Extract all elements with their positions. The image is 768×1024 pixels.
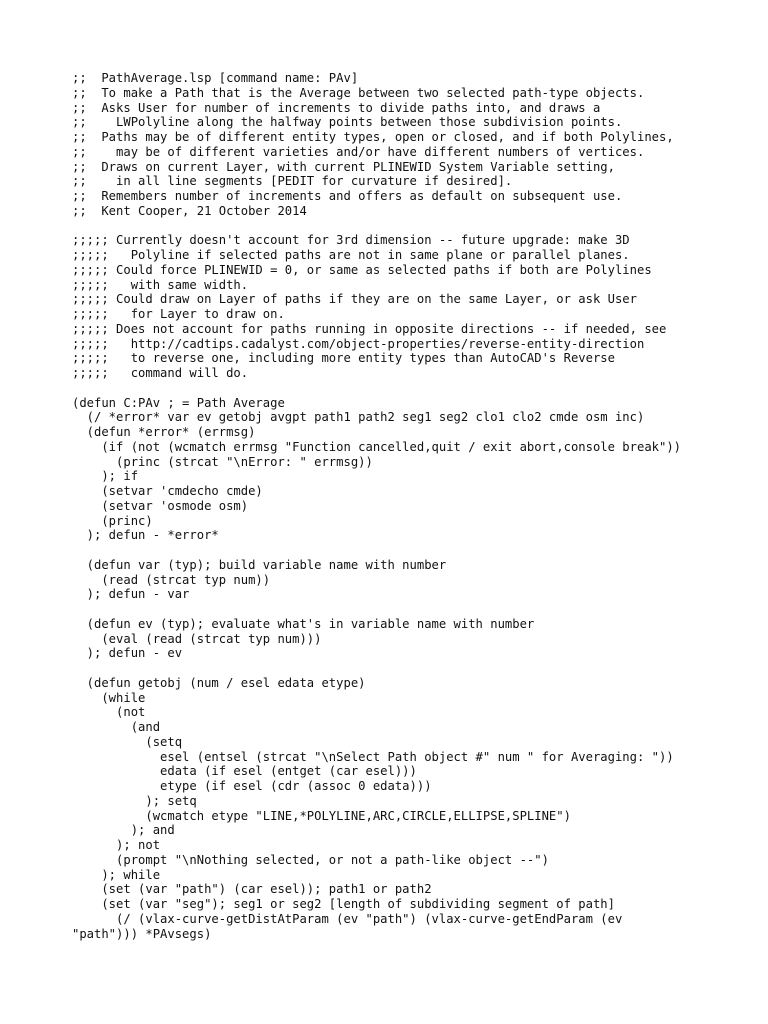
code-line: (princ) <box>72 513 153 528</box>
code-line <box>72 543 762 558</box>
code-line: ); setq <box>72 793 197 808</box>
code-line: ); defun - ev <box>72 646 183 661</box>
code-line <box>72 661 762 676</box>
code-line: ;; Kent Cooper, 21 October 2014 <box>72 203 307 218</box>
code-line: etype (if esel (cdr (assoc 0 edata))) <box>72 779 432 793</box>
code-line: ); defun - *error* <box>72 528 219 543</box>
code-line: ); and <box>72 823 175 838</box>
code-line: ); not <box>72 838 161 852</box>
code-line: edata (if esel (entget (car esel))) <box>72 764 417 779</box>
code-line: (defun C:PAv ; = Path Average <box>72 395 285 410</box>
code-line: ;;;;; command will do. <box>72 366 249 380</box>
code-line: ;; Asks User for number of increments to divide paths into, and draws a <box>72 100 601 115</box>
code-line <box>72 381 762 396</box>
code-line: ;;;;; with same width. <box>72 277 249 292</box>
code-line: (setvar 'cmdecho cmde) <box>72 484 263 498</box>
code-line: (princ (strcat "\nError: " errmsg)) <box>72 454 373 469</box>
code-line: ;;;;; Currently doesn't account for 3rd dimension -- future upgrade: make 3D <box>72 233 630 248</box>
code-line: (set (var "seg"); seg1 or seg2 [length of subdividing segment of path] <box>72 897 615 911</box>
code-line: (prompt "\nNothing selected, or not a path-like object --") <box>72 852 549 867</box>
code-line: (defun var (typ); build variable name with number <box>72 557 447 572</box>
code-line: ;; To make a Path that is the Average between two selected path-type objects. <box>72 85 645 100</box>
code-line: (/ (vlax-curve-getDistAtParam (ev "path") (vlax-curve-getEndParam (ev <box>72 911 623 926</box>
code-line: (defun *error* (errmsg) <box>72 425 256 439</box>
code-line: ;; Paths may be of different entity types, open or closed, and if both Polylines, <box>72 130 674 144</box>
code-line: "path"))) *PAvsegs) <box>72 926 212 941</box>
code-line: ;;;;; Could draw on Layer of paths if they are on the same Layer, or ask User <box>72 292 637 307</box>
code-line: ;;;;; for Layer to draw on. <box>72 307 285 321</box>
code-line: ;; PathAverage.lsp [command name: PAv] <box>72 71 359 85</box>
code-line: ;; Draws on current Layer, with current PLINEWID System Variable setting, <box>72 159 615 174</box>
code-line: ;; in all line segments [PEDIT for curvature if desired]. <box>72 174 513 189</box>
code-line: (while <box>72 690 146 705</box>
code-line: (defun ev (typ); evaluate what's in variable name with number <box>72 616 535 631</box>
code-line: ;;;;; Does not account for paths running in opposite directions -- if needed, see <box>72 321 667 336</box>
code-line: (setvar 'osmode osm) <box>72 498 249 513</box>
code-line: ;; LWPolyline along the halfway points between those subdivision points. <box>72 115 623 130</box>
code-line: ;; may be of different varieties and/or have different numbers of vertices. <box>72 144 645 159</box>
code-line: ;;;;; Could force PLINEWID = 0, or same as selected paths if both are Polylines <box>72 262 652 277</box>
code-line: (and <box>72 720 161 734</box>
code-line: ); defun - var <box>72 587 190 602</box>
code-line: (wcmatch etype "LINE,*POLYLINE,ARC,CIRCLE,ELLIPSE,SPLINE") <box>72 808 571 823</box>
code-line: (read (strcat typ num)) <box>72 572 271 587</box>
code-line: ;;;;; Polyline if selected paths are not in same plane or parallel planes. <box>72 248 630 262</box>
code-line: (defun getobj (num / esel edata etype) <box>72 675 366 690</box>
code-listing <box>72 71 762 941</box>
code-line <box>72 219 762 234</box>
code-line: ); while <box>72 867 161 882</box>
code-line: ;;;;; http://cadtips.cadalyst.com/object-properties/reverse-entity-direction <box>72 336 645 351</box>
code-line: (/ *error* var ev getobj avgpt path1 path2 seg1 seg2 clo1 clo2 cmde osm inc) <box>72 410 645 425</box>
code-line: ;;;;; to reverse one, including more entity types than AutoCAD's Reverse <box>72 351 615 366</box>
code-line: esel (entsel (strcat "\nSelect Path object #" num " for Averaging: ")) <box>72 749 674 764</box>
code-line <box>72 602 762 617</box>
code-line: ); if <box>72 469 139 484</box>
code-line: (not <box>72 705 146 720</box>
code-line: (if (not (wcmatch errmsg "Function cancelled,quit / exit abort,console break")) <box>72 439 682 454</box>
code-line: (set (var "path") (car esel)); path1 or path2 <box>72 882 432 897</box>
code-line: (eval (read (strcat typ num))) <box>72 631 322 646</box>
code-line: ;; Remembers number of increments and offers as default on subsequent use. <box>72 189 623 203</box>
code-line: (setq <box>72 734 183 749</box>
